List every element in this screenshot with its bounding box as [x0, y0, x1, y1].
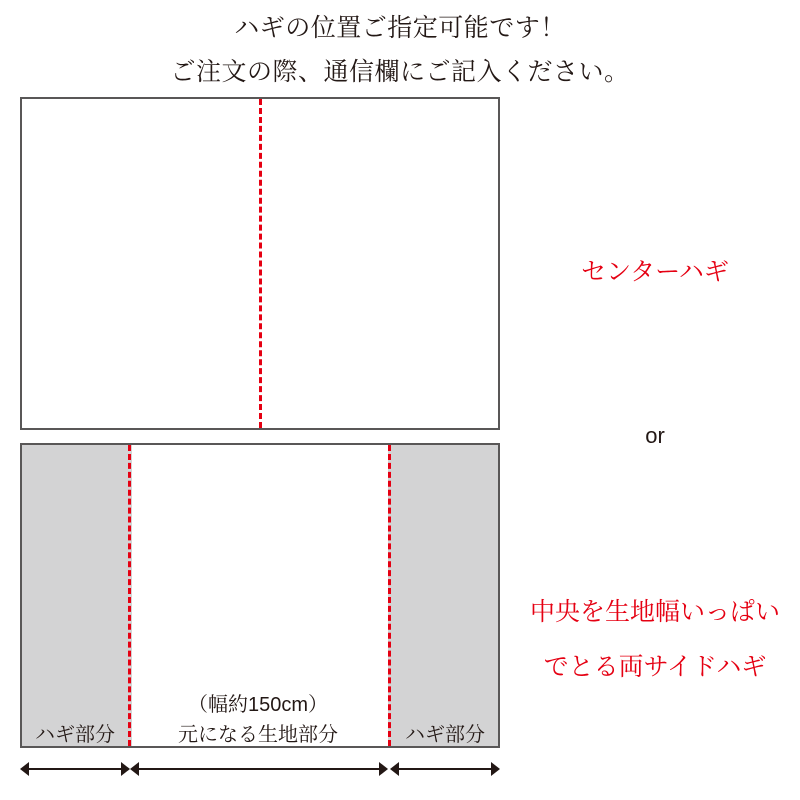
- center-seam-caption: センターハギ: [581, 258, 729, 286]
- left-hagi-dimension-arrow: [20, 762, 130, 776]
- right-hagi-area: [388, 445, 498, 746]
- or-separator-label: or: [645, 423, 665, 448]
- heading-line-2: ご注文の際、通信欄にご記入ください。: [170, 58, 630, 86]
- right-hagi-label: ハギ部分: [405, 724, 485, 746]
- center-fabric-dimension-arrow: [130, 762, 388, 776]
- width-note-label: （幅約150cm）: [187, 694, 329, 716]
- base-fabric-label: 元になる生地部分: [178, 724, 338, 746]
- center-seam-line: [259, 99, 262, 428]
- arrow-bar: [27, 768, 123, 770]
- arrow-bar: [137, 768, 381, 770]
- heading-line-1: ハギの位置ご指定可能です！: [234, 14, 566, 42]
- arrow-head-right-icon: [491, 762, 500, 776]
- left-hagi-label: ハギ部分: [35, 724, 115, 746]
- both-side-caption-line-1: 中央を生地幅いっぱい: [529, 598, 780, 626]
- left-seam-line: [128, 445, 131, 746]
- right-seam-line: [388, 445, 391, 746]
- arrow-bar: [397, 768, 493, 770]
- arrow-head-right-icon: [121, 762, 130, 776]
- arrow-head-right-icon: [379, 762, 388, 776]
- left-hagi-area: [22, 445, 132, 746]
- both-side-caption-line-2: でとる両サイドハギ: [543, 653, 767, 681]
- right-hagi-dimension-arrow: [390, 762, 500, 776]
